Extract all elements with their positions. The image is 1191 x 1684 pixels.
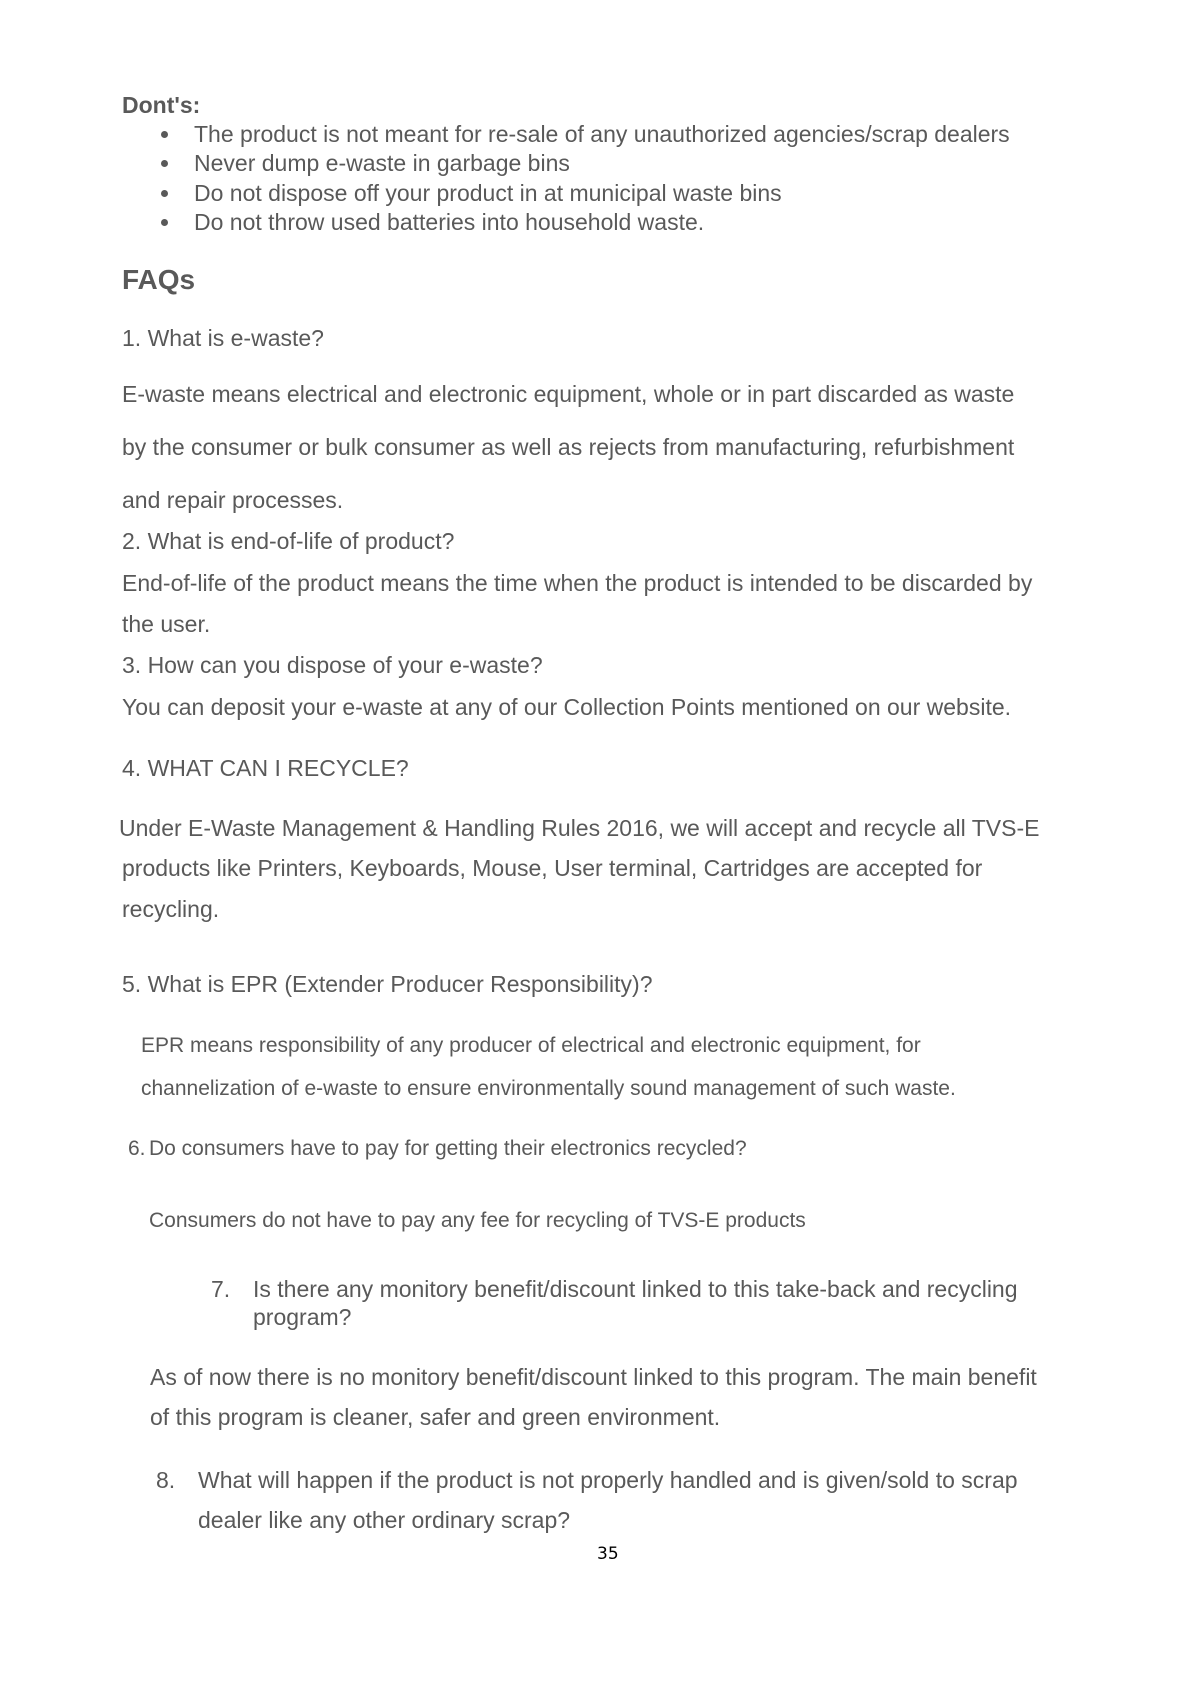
faq-answer-line: EPR means responsibility of any producer of electrical and electronic equipment, for — [141, 1034, 921, 1057]
faq-number: 7. — [211, 1276, 231, 1302]
faq-question: 1. What is e-waste? — [122, 325, 324, 351]
faq-answer-line: You can deposit your e-waste at any of our Collection Points mentioned on our website. — [122, 694, 1012, 720]
faq-answer-line: by the consumer or bulk consumer as well as rejects from manufacturing, refurbishment — [122, 434, 1015, 460]
faq-question-line: program? — [253, 1304, 352, 1330]
bullet-dot — [161, 190, 168, 197]
donts-item: Do not throw used batteries into household waste. — [194, 209, 705, 235]
donts-item: Never dump e-waste in garbage bins — [194, 150, 570, 176]
faq-answer-line: Under E-Waste Management & Handling Rules 2016, we will accept and recycle all TVS-E — [119, 815, 1040, 841]
faq-answer-line: of this program is cleaner, safer and green environment. — [150, 1404, 721, 1430]
faq-answer-line: channelization of e-waste to ensure environmentally sound management of such waste. — [141, 1077, 956, 1100]
faq-question: 3. How can you dispose of your e-waste? — [122, 652, 543, 678]
faq-question: Do consumers have to pay for getting their electronics recycled? — [149, 1137, 747, 1160]
faq-answer-line: E-waste means electrical and electronic equipment, whole or in part discarded as waste — [122, 381, 1015, 407]
faq-answer-line: the user. — [122, 611, 211, 637]
faqs-title: FAQs — [122, 264, 196, 295]
bullet-dot — [161, 219, 168, 226]
faq-answer-line: As of now there is no monitory benefit/discount linked to this program. The main benefit — [150, 1364, 1037, 1390]
donts-item: Do not dispose off your product in at municipal waste bins — [194, 180, 782, 206]
bullet-dot — [161, 131, 168, 138]
faq-question: 5. What is EPR (Extender Producer Responsibility)? — [122, 971, 653, 997]
faq-number: 8. — [156, 1467, 176, 1493]
faq-question: 4. WHAT CAN I RECYCLE? — [122, 755, 409, 781]
faq-answer-line: recycling. — [122, 896, 220, 922]
faq-number: 6. — [128, 1137, 146, 1160]
faq-answer-line: and repair processes. — [122, 487, 344, 513]
faq-question-line: What will happen if the product is not properly handled and is given/sold to scrap — [198, 1467, 1018, 1493]
donts-item: The product is not meant for re-sale of any unauthorized agencies/scrap dealers — [194, 121, 1010, 147]
donts-title: Dont's: — [122, 92, 201, 118]
faq-answer-line: End-of-life of the product means the time when the product is intended to be discarded by — [122, 570, 1033, 596]
faq-answer-line: products like Printers, Keyboards, Mouse, User terminal, Cartridges are accepted for — [122, 855, 983, 881]
faq-answer-line: Consumers do not have to pay any fee for recycling of TVS-E products — [149, 1209, 806, 1232]
faq-question: 2. What is end-of-life of product? — [122, 528, 455, 554]
faq-question-line: Is there any monitory benefit/discount linked to this take-back and recycling — [253, 1276, 1018, 1302]
page-number: 35 — [597, 1544, 619, 1564]
faq-question-line: dealer like any other ordinary scrap? — [198, 1507, 571, 1533]
bullet-dot — [161, 160, 168, 167]
